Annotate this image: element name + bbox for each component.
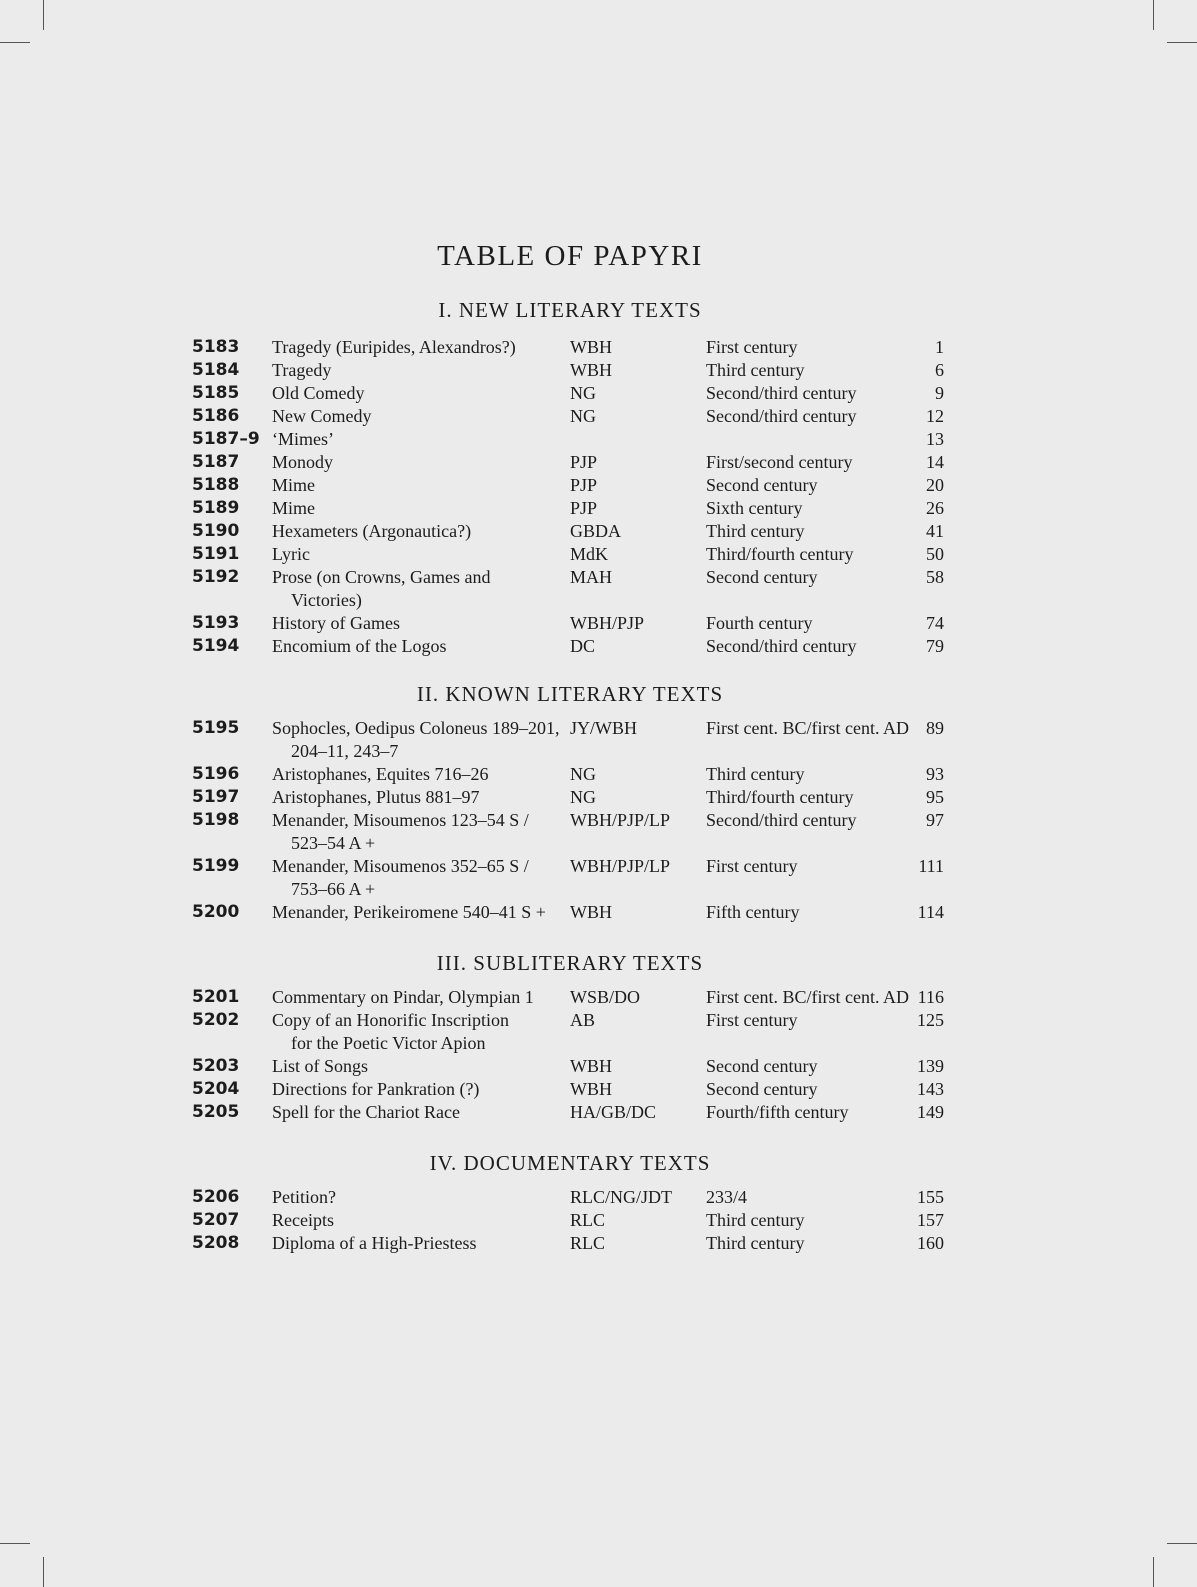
papyrus-number: 5188 <box>192 475 240 495</box>
date: Second century <box>706 475 818 495</box>
date: First century <box>706 856 798 876</box>
table-row <box>0 809 1197 853</box>
page-number: 160 <box>917 1233 944 1253</box>
table-row <box>0 1186 1197 1209</box>
table-row <box>0 359 1197 382</box>
page-number: 14 <box>926 452 944 472</box>
papyrus-number: 5199 <box>192 856 240 876</box>
papyrus-number: 5195 <box>192 718 240 738</box>
description-line: Spell for the Chariot Race <box>272 1102 460 1122</box>
table-row <box>0 566 1197 610</box>
papyrus-number: 5190 <box>192 521 240 541</box>
text-description <box>272 1186 336 1209</box>
description-line: Menander, Perikeiromene 540–41 S + <box>272 902 546 922</box>
papyrus-number: 5194 <box>192 636 240 656</box>
editor: PJP <box>570 452 598 472</box>
description-line: Diploma of a High-Priestess <box>272 1233 477 1253</box>
table-row <box>0 543 1197 566</box>
description-line: Aristophanes, Plutus 881–97 <box>272 787 480 807</box>
papyrus-number: 5202 <box>192 1010 240 1030</box>
description-line: Old Comedy <box>272 383 365 403</box>
page-number: 143 <box>917 1079 944 1099</box>
text-description <box>272 786 480 809</box>
date: Fourth century <box>706 613 813 633</box>
section-heading: IV. DOCUMENTARY TEXTS <box>429 1151 711 1175</box>
date: Second/third century <box>706 636 857 656</box>
papyrus-number: 5200 <box>192 902 240 922</box>
description-line: New Comedy <box>272 406 372 426</box>
description-line: Aristophanes, Equites 716–26 <box>272 764 489 784</box>
description-line: Tragedy <box>272 360 332 380</box>
date: Sixth century <box>706 498 803 518</box>
editor: RLC <box>570 1210 606 1230</box>
page-number: 97 <box>926 810 944 830</box>
crop-mark <box>1167 1543 1197 1544</box>
papyrus-number: 5185 <box>192 383 240 403</box>
text-description <box>272 382 365 405</box>
papyrus-number: 5187–9 <box>192 429 260 449</box>
date: First century <box>706 1010 798 1030</box>
papyrus-number: 5192 <box>192 567 240 587</box>
date: Second/third century <box>706 383 857 403</box>
table-row <box>0 717 1197 761</box>
editor: WBH/PJP/LP <box>570 810 671 830</box>
date: Third century <box>706 360 805 380</box>
text-description <box>272 336 516 359</box>
editor: WBH/PJP <box>570 613 645 633</box>
description-line: Menander, Misoumenos 123–54 S / <box>272 810 529 830</box>
text-description <box>272 566 490 612</box>
table-row <box>0 405 1197 428</box>
editor: DC <box>570 636 596 656</box>
date: Third/fourth century <box>706 787 854 807</box>
table-row <box>0 382 1197 405</box>
page-number: 157 <box>917 1210 944 1230</box>
page-number: 111 <box>918 856 944 876</box>
description-line: Receipts <box>272 1210 334 1230</box>
papyrus-number: 5204 <box>192 1079 240 1099</box>
section-heading: II. KNOWN LITERARY TEXTS <box>416 682 724 706</box>
text-description <box>272 1101 460 1124</box>
editor: WBH <box>570 1079 612 1099</box>
editor: RLC/NG/JDT <box>570 1187 673 1207</box>
description-line: Lyric <box>272 544 310 564</box>
papyrus-number: 5206 <box>192 1187 240 1207</box>
editor: PJP <box>570 475 598 495</box>
description-line: History of Games <box>272 613 400 633</box>
table-row <box>0 855 1197 899</box>
description-line: List of Songs <box>272 1056 369 1076</box>
text-description <box>272 497 315 520</box>
table-row <box>0 451 1197 474</box>
papyrus-number: 5191 <box>192 544 240 564</box>
papyrus-number: 5196 <box>192 764 240 784</box>
description-line: ‘Mimes’ <box>272 429 334 449</box>
crop-mark <box>43 1557 44 1587</box>
description-line: Petition? <box>272 1187 336 1207</box>
text-description <box>272 451 333 474</box>
description-line: 523–54 A + <box>291 833 376 853</box>
editor: WBH <box>570 360 612 380</box>
table-row <box>0 786 1197 809</box>
date: Second/third century <box>706 810 857 830</box>
date: Second century <box>706 1079 818 1099</box>
page-title: TABLE OF PAPYRI <box>437 240 703 272</box>
page-number: 58 <box>926 567 944 587</box>
page-number: 95 <box>926 787 944 807</box>
page-number: 13 <box>926 429 944 449</box>
description-line: Mime <box>272 498 315 518</box>
editor: WBH <box>570 1056 612 1076</box>
section-heading: I. NEW LITERARY TEXTS <box>438 298 702 322</box>
editor: RLC <box>570 1233 606 1253</box>
table-row <box>0 635 1197 658</box>
table-row <box>0 520 1197 543</box>
text-description <box>272 474 315 497</box>
page-number: 116 <box>917 987 944 1007</box>
crop-mark <box>43 0 44 30</box>
date: Second century <box>706 567 818 587</box>
date: Fifth century <box>706 902 800 922</box>
editor: HA/GB/DC <box>570 1102 657 1122</box>
editor: JY/WBH <box>570 718 637 738</box>
description-line: Monody <box>272 452 334 472</box>
editor: WSB/DO <box>570 987 641 1007</box>
text-description <box>272 520 471 543</box>
section-heading: III. SUBLITERARY TEXTS <box>436 951 704 975</box>
editor: NG <box>570 406 596 426</box>
papyrus-number: 5208 <box>192 1233 240 1253</box>
editor: GBDA <box>570 521 622 541</box>
papyrus-number: 5207 <box>192 1210 240 1230</box>
page-number: 1 <box>935 337 944 357</box>
crop-mark <box>1153 0 1154 30</box>
page-number: 50 <box>926 544 944 564</box>
text-description <box>272 1209 334 1232</box>
page-number: 12 <box>926 406 944 426</box>
papyrus-number: 5201 <box>192 987 240 1007</box>
text-description <box>272 1078 479 1101</box>
papyrus-number: 5193 <box>192 613 240 633</box>
editor: MdK <box>570 544 609 564</box>
page-number: 9 <box>935 383 944 403</box>
crop-mark <box>1153 1557 1154 1587</box>
text-description <box>272 986 534 1009</box>
description-line: Prose (on Crowns, Games and <box>272 567 491 587</box>
table-row <box>0 1209 1197 1232</box>
page-number: 26 <box>926 498 944 518</box>
table-row <box>0 612 1197 635</box>
papyrus-number: 5205 <box>192 1102 240 1122</box>
text-description <box>272 405 371 428</box>
date: Third century <box>706 1210 805 1230</box>
table-row <box>0 1055 1197 1078</box>
description-line: Menander, Misoumenos 352–65 S / <box>272 856 529 876</box>
description-line: Copy of an Honorific Inscription <box>272 1010 509 1030</box>
table-row <box>0 1101 1197 1124</box>
description-line: for the Poetic Victor Apion <box>291 1033 486 1053</box>
date: Third century <box>706 521 805 541</box>
crop-mark <box>1167 42 1197 43</box>
description-line: Tragedy (Euripides, Alexandros?) <box>272 337 516 357</box>
date: First/second century <box>706 452 853 472</box>
table-row <box>0 497 1197 520</box>
crop-mark <box>0 42 30 43</box>
page-number: 149 <box>917 1102 944 1122</box>
date: Third/fourth century <box>706 544 854 564</box>
page-number: 114 <box>917 902 944 922</box>
description-line: Sophocles, Oedipus Coloneus 189–201, <box>272 718 560 738</box>
table-row <box>0 336 1197 359</box>
editor: WBH <box>570 337 612 357</box>
page-number: 125 <box>917 1010 944 1030</box>
text-description <box>272 543 310 566</box>
table-row <box>0 763 1197 786</box>
text-description <box>272 1009 509 1055</box>
page-number: 6 <box>935 360 944 380</box>
date: Fourth/fifth century <box>706 1102 849 1122</box>
page-number: 74 <box>926 613 944 633</box>
editor: NG <box>570 787 596 807</box>
text-description <box>272 901 546 924</box>
description-line: Victories) <box>291 590 362 610</box>
description-line: Mime <box>272 475 315 495</box>
editor: WBH <box>570 902 612 922</box>
papyrus-number: 5189 <box>192 498 240 518</box>
date: Second century <box>706 1056 818 1076</box>
table-row <box>0 1078 1197 1101</box>
date: First century <box>706 337 798 357</box>
page-number: 93 <box>926 764 944 784</box>
editor: MAH <box>570 567 613 587</box>
text-description <box>272 1055 368 1078</box>
text-description <box>272 612 400 635</box>
editor: NG <box>570 764 596 784</box>
table-row <box>0 1009 1197 1053</box>
table-row <box>0 428 1197 451</box>
table-row <box>0 986 1197 1009</box>
description-line: Directions for Pankration (?) <box>272 1079 480 1099</box>
papyrus-number: 5197 <box>192 787 240 807</box>
table-row <box>0 474 1197 497</box>
description-line: 753–66 A + <box>291 879 376 899</box>
page-number: 89 <box>926 718 944 738</box>
date: First cent. BC/first cent. AD <box>706 987 909 1007</box>
description-line: Encomium of the Logos <box>272 636 447 656</box>
editor: NG <box>570 383 596 403</box>
text-description <box>272 359 331 382</box>
page-number: 155 <box>917 1187 944 1207</box>
date: 233/4 <box>706 1187 748 1207</box>
text-description <box>272 428 334 451</box>
page-number: 20 <box>926 475 944 495</box>
description-line: 204–11, 243–7 <box>291 741 399 761</box>
date: First cent. BC/first cent. AD <box>706 718 909 738</box>
crop-mark <box>0 1543 30 1544</box>
papyrus-number: 5184 <box>192 360 240 380</box>
papyrus-number: 5203 <box>192 1056 240 1076</box>
date: Second/third century <box>706 406 857 426</box>
papyrus-number: 5183 <box>192 337 240 357</box>
text-description <box>272 809 529 855</box>
editor: PJP <box>570 498 598 518</box>
description-line: Commentary on Pindar, Olympian 1 <box>272 987 534 1007</box>
table-row <box>0 901 1197 924</box>
page-number: 79 <box>926 636 944 656</box>
page-number: 41 <box>926 521 944 541</box>
papyrus-number: 5198 <box>192 810 240 830</box>
date: Third century <box>706 1233 805 1253</box>
text-description <box>272 717 560 763</box>
text-description <box>272 635 446 658</box>
editor: WBH/PJP/LP <box>570 856 671 876</box>
text-description <box>272 763 488 786</box>
editor: AB <box>570 1010 596 1030</box>
text-description <box>272 1232 476 1255</box>
page-number: 139 <box>917 1056 944 1076</box>
date: Third century <box>706 764 805 784</box>
text-description <box>272 855 529 901</box>
description-line: Hexameters (Argonautica?) <box>272 521 472 541</box>
papyrus-number: 5187 <box>192 452 240 472</box>
papyrus-number: 5186 <box>192 406 240 426</box>
table-row <box>0 1232 1197 1255</box>
